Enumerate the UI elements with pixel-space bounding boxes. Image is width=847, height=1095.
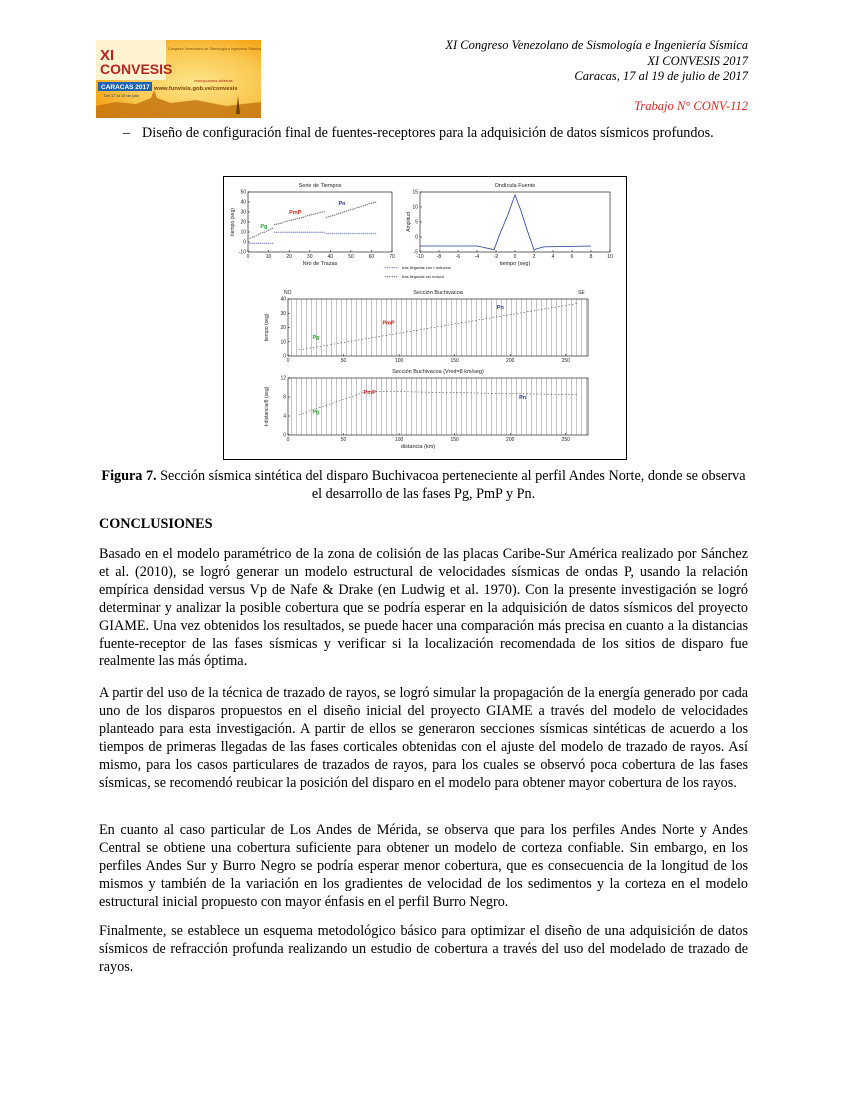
panel1-raw-marker: + (343, 209, 346, 214)
panel4-axes (288, 378, 588, 435)
panel3-x-tick-label: 150 (450, 358, 459, 364)
panel1-ylabel: tiempo (seg) (230, 208, 236, 236)
panel1-reduced-marker: + (261, 240, 264, 246)
convesis-logo (96, 40, 261, 118)
panel3-y-tick-label: 0 (283, 353, 286, 360)
panel1-reduced-marker: + (259, 240, 262, 246)
panel2-xlabel: tiempo (seg) (499, 261, 531, 267)
panel1-raw-marker: + (252, 233, 256, 239)
panel1-reduced-marker: + (341, 231, 344, 236)
panel1-raw-marker: + (337, 210, 340, 216)
panel4-arrival-curve (299, 391, 577, 414)
panel1-raw-marker: + (310, 212, 313, 218)
panel1-reduced-marker: + (250, 240, 254, 246)
panel3-label-pg: Pg (312, 334, 320, 341)
panel2-axes (420, 192, 610, 252)
panel1-label-pg: Pg (260, 224, 268, 230)
panel2-y-tick-label: 15 (412, 189, 418, 196)
panel1-reduced-marker: + (345, 231, 348, 236)
panel1-raw-marker: + (349, 207, 353, 213)
panel3-y-tick-label: 20 (280, 325, 286, 332)
panel1-reduced-marker: + (316, 229, 320, 235)
panel1-reduced-marker: + (304, 229, 307, 235)
panel1-reduced-marker: + (306, 229, 309, 235)
panel2-wavelet (420, 195, 591, 250)
panel1-reduced-marker: + (302, 229, 305, 235)
panel1-y-tick-label: 40 (240, 199, 246, 206)
panel2-ylabel: Amplitud (406, 212, 412, 232)
panel1-reduced-marker: + (279, 229, 283, 235)
panel1-reduced-marker: + (265, 240, 268, 246)
panel3-y-tick-label: 10 (280, 339, 286, 346)
panel2-x-tick-label: -8 (436, 254, 442, 260)
panel2-x-tick-label: -6 (455, 254, 461, 260)
panel1-reduced-marker: + (263, 240, 266, 246)
panel4-label-pn: Pn (519, 394, 527, 401)
panel1-raw-marker: + (364, 202, 367, 208)
bullet-dash: – (123, 125, 131, 141)
panel1-reduced-marker: + (339, 231, 342, 236)
panel1-raw-marker: + (285, 218, 289, 224)
panel1-raw-marker: + (259, 231, 262, 237)
panel1-raw-marker: + (250, 234, 254, 240)
logo-badge: CARACAS 2017 (101, 84, 150, 91)
panel2-x-tick-label: -4 (474, 254, 480, 260)
panel1-label-pmp: PmP (289, 210, 302, 216)
panel1-reduced-marker: + (294, 229, 297, 235)
panel1-y-tick-label: 0 (243, 239, 246, 246)
panel1-x-tick-label: 70 (389, 254, 395, 260)
paragraph-4: Finalmente, se establece un esquema metodológico básico para optimizar el diseño de una adquisición de datos sísmicos de refracción profunda realizando un estudio de cobertura a través del uso del modelado de trazado de rayos. (99, 923, 748, 975)
logo-dates: Del 17 al 19 de julio (104, 93, 140, 98)
panel4-y-tick-label: 0 (283, 432, 286, 439)
section-heading-conclusiones: CONCLUSIONES (99, 516, 213, 532)
panel2-y-tick-label: -5 (413, 249, 418, 256)
panel3-title: Sección Buchivacoa (413, 290, 463, 296)
panel1-raw-marker: + (300, 214, 303, 220)
panel1-raw-marker: + (362, 203, 365, 209)
paragraph-1: Basado en el modelo paramétrico de la zona de colisión de las placas Caribe-Sur América realizado por Sánchez et al. (2010), se logró generar un modelo estructural de velocidades sísmicas de ondas P, usando la relación empírica densidad versus Vp de Nafe & Drake (en Ludwig et al. 1970). Con la presente investigación se logró determinar y analizar la posible cobertura que se podría esperar en la adquisición de datos sísmicos del proyecto GIAME. Una vez obtenidos los resultados, se puede hacer una comparación más precisa en cuanto a la distancias fuente-receptor de las fases sísmicas y verificar si la localización recomendada de los sitios de disparo fue realmente las más óptima. (99, 546, 748, 670)
panel2-x-tick-label: 4 (551, 254, 555, 260)
paragraph-3: En cuanto al caso particular de Los Andes de Mérida, se observa que para los perfiles Andes Norte y Andes Central se obtiene una cobertura suficiente para obtener un modelo de corteza confiable. Sin embargo, en los perfiles Andes Sur y Burro Negro se podría esperar menor cobertura, que es consecuencia de la longitud de los mismos y también de la variación en los gradientes de velocidad de los sedimentos y la corteza en el modelo estructural inicial propuesto con mayor énfasis en el perfil Burro Negro. (99, 822, 748, 910)
panel1-reduced-marker: + (357, 231, 361, 236)
panel4-label-pg: Pg (312, 409, 320, 416)
panel1-reduced-marker: + (287, 229, 291, 235)
panel1-raw-marker: + (275, 221, 278, 227)
panel1-reduced-marker: + (374, 231, 377, 236)
conference-header (445, 38, 748, 114)
panel1-reduced-marker: + (335, 231, 338, 236)
panel1-reduced-marker: + (296, 229, 299, 235)
panel1-reduced-marker: + (372, 231, 375, 236)
panel1-reduced-marker: + (364, 231, 367, 236)
panel1-y-tick-label: 30 (240, 209, 246, 216)
panel2-x-tick-label: 10 (607, 254, 613, 260)
panel1-raw-marker: + (312, 211, 316, 217)
caption-text: Sección sísmica sintética del disparo Buchivacoa perteneciente al perfil Andes Norte, donde se observa el desarrollo de las fases Pg, PmP y Pn. (156, 468, 746, 502)
panel1-raw-marker: + (341, 209, 344, 215)
panel1-raw-marker: + (339, 210, 342, 216)
legend-marker-reduced: ++++++ (384, 265, 399, 270)
panel1-raw-marker: + (279, 220, 283, 226)
panel1-raw-marker: + (333, 212, 336, 218)
panel1-raw-marker: + (331, 212, 334, 218)
panel4-x-tick-label: 0 (286, 437, 290, 443)
panel2-x-tick-label: -10 (416, 254, 424, 260)
panel1-raw-marker: + (322, 208, 326, 214)
panel1-raw-marker: + (308, 212, 311, 218)
panel3-tag-no: NO (284, 290, 292, 296)
panel1-raw-marker: + (283, 219, 287, 225)
panel3-x-tick-label: 250 (561, 358, 570, 364)
panel1-raw-marker: + (357, 204, 361, 210)
panel1-raw-marker: + (368, 201, 371, 207)
panel2-title: Ondícula Fuente (494, 183, 536, 189)
panel3-y-tick-label: 40 (280, 296, 286, 303)
panel1-raw-marker: + (320, 209, 324, 215)
panel1-reduced-marker: + (283, 229, 287, 235)
panel1-raw-marker: + (351, 206, 355, 212)
panel1-raw-marker: + (329, 213, 332, 219)
panel3-x-tick-label: 100 (394, 358, 404, 364)
panel1-reduced-marker: + (329, 231, 332, 236)
logo-title-convesis: CONVESIS (100, 61, 173, 77)
panel3-y-tick-label: 30 (280, 310, 286, 317)
panel3-x-tick-label: 200 (506, 358, 515, 364)
panel4-x-tick-label: 200 (506, 437, 515, 443)
panel3-label-pmp: PmP (382, 320, 395, 327)
panel2-x-tick-label: 8 (589, 254, 593, 260)
panel1-reduced-marker: + (322, 229, 326, 235)
panel1-reduced-marker: + (370, 231, 373, 236)
panel2-x-tick-label: 6 (570, 254, 574, 260)
legend-entry-reduced: tras llegadas con t reducido (402, 265, 451, 270)
panel1-reduced-marker: + (318, 229, 322, 235)
panel1-raw-marker: + (255, 232, 258, 238)
legend-entry-raw: tras llegadas sin reducir (402, 274, 445, 279)
panel1-raw-marker: + (294, 216, 297, 222)
panel1-raw-marker: + (302, 214, 305, 220)
header-line-3: Caracas, 17 al 19 de julio de 2017 (574, 69, 748, 83)
panel1-raw-marker: + (261, 230, 264, 236)
panel3-x-tick-label: 0 (286, 358, 290, 364)
figure-caption (99, 467, 748, 503)
header-line-1: XI Congreso Venezolano de Sismología e Ingeniería Sísmica (445, 38, 748, 52)
panel4-y-tick-label: 4 (283, 413, 286, 420)
panel1-raw-marker: + (263, 229, 266, 235)
panel1-xlabel: Nro de Trazas (302, 261, 338, 267)
panel1-raw-marker: + (370, 200, 373, 206)
panel3-tag-se: SE (578, 290, 585, 296)
trabajo-number: Trabajo N° CONV-112 (634, 98, 748, 113)
logo-title-xi: XI (100, 47, 115, 64)
panel1-reduced-marker: + (366, 231, 369, 236)
panel1-reduced-marker: + (292, 229, 295, 235)
figure-7-graphic (224, 177, 626, 459)
panel1-y-tick-label: 10 (240, 229, 246, 236)
panel4-label-pmp: PmP (363, 390, 376, 397)
panel1-raw-marker: + (355, 205, 359, 211)
panel1-reduced-marker: + (349, 231, 353, 236)
panel2-y-tick-label: 0 (415, 234, 418, 241)
paragraph-2: A partir del uso de la técnica de trazado de rayos, se logró simular la propagación de la energía generado por cada uno de los disparos propuestos en el diseño inicial del proyecto GIAME a través del modelo de velocidades planteado para esta investigación. A partir de ellos se generaron secciones sísmicas sintéticas de acuerdo a los tiempos de primeras llegadas de las fases corticales obtenidas con el ajuste del modelo de trazado de rayos. Así mismo, para los casos particulares de trazados de rayos, para los cuales se observó poca cobertura de las fases sísmicas, se recomendó reubicar la posición del disparo en el modelo para obtener mayor cobertura de los rayos. (99, 685, 748, 791)
panel2-y-tick-label: 10 (412, 204, 418, 211)
panel1-reduced-marker: + (298, 229, 301, 235)
panel4-x-tick-label: 100 (394, 437, 404, 443)
panel1-raw-marker: + (335, 211, 338, 217)
panel1-raw-marker: + (267, 227, 270, 233)
panel1-reduced-marker: + (252, 240, 256, 246)
panel1-raw-marker: + (265, 228, 268, 234)
panel4-xlabel: distancia (km) (400, 444, 436, 450)
panel1-reduced-marker: + (337, 231, 340, 236)
panel1-reduced-marker: + (314, 229, 318, 235)
panel2-x-tick-label: 2 (532, 254, 536, 260)
panel1-raw-marker: + (327, 214, 330, 220)
panel1-x-tick-label: 0 (246, 254, 250, 260)
panel1-raw-marker: + (290, 217, 293, 223)
panel1-raw-marker: + (306, 213, 309, 219)
panel1-raw-marker: + (374, 199, 377, 205)
panel1-reduced-marker: + (362, 231, 365, 236)
panel2-x-tick-label: 0 (513, 254, 517, 260)
panel1-reduced-marker: + (269, 240, 272, 246)
panel3-x-tick-label: 50 (340, 358, 347, 364)
panel1-raw-marker: + (287, 218, 291, 224)
panel1-reduced-marker: + (327, 231, 330, 236)
panel1-raw-marker: + (316, 210, 320, 216)
panel1-raw-marker: + (366, 201, 369, 207)
panel1-raw-marker: + (248, 235, 252, 241)
panel1-reduced-marker: + (368, 231, 371, 236)
panel1-reduced-marker: + (281, 229, 285, 235)
panel1-reduced-marker: + (300, 229, 303, 235)
panel1-reduced-marker: + (312, 229, 316, 235)
panel1-reduced-marker: + (333, 231, 336, 236)
figure-7 (223, 176, 627, 460)
panel1-raw-marker: + (318, 209, 322, 215)
panel2-x-tick-label: -2 (493, 254, 499, 260)
panel1-reduced-marker: + (320, 229, 324, 235)
panel1-x-tick-label: 30 (306, 254, 313, 260)
panel3-arrival-curve (299, 304, 577, 350)
panel1-raw-marker: + (292, 217, 295, 222)
panel1-reduced-marker: + (343, 231, 346, 236)
bullet-item (123, 124, 767, 142)
panel1-raw-marker: + (257, 232, 260, 237)
panel1-reduced-marker: + (290, 229, 293, 235)
panel1-raw-marker: + (271, 225, 274, 231)
panel1-reduced-marker: + (267, 240, 270, 246)
bullet-text: Diseño de configuración final de fuentes-receptores para la adquisición de datos sísmicos profundos. (142, 125, 714, 141)
panel1-raw-marker: + (281, 219, 285, 225)
panel4-x-tick-label: 150 (450, 437, 459, 443)
panel1-raw-marker: + (345, 208, 348, 214)
panel1-y-tick-label: 50 (240, 189, 246, 196)
header-line-2: XI CONVESIS 2017 (647, 53, 748, 68)
panel1-reduced-marker: + (351, 231, 355, 236)
panel1-x-tick-label: 50 (348, 254, 354, 260)
panel1-reduced-marker: + (355, 231, 359, 236)
logo-inscripciones: Inscripciones abiertas (194, 78, 233, 83)
panel1-reduced-marker: + (347, 231, 350, 236)
panel1-raw-marker: + (347, 207, 350, 213)
panel3-axes (288, 299, 588, 356)
panel1-raw-marker: + (269, 226, 272, 232)
panel1-raw-marker: + (277, 220, 281, 226)
panel1-raw-marker: + (298, 215, 301, 221)
panel1-raw-marker: + (372, 199, 375, 205)
panel1-y-tick-label: 20 (240, 219, 246, 226)
panel1-label-pn: Pn (338, 201, 346, 207)
legend-marker-raw: ++++++ (384, 274, 399, 279)
panel4-y-tick-label: 8 (283, 394, 286, 401)
panel4-x-tick-label: 250 (561, 437, 570, 443)
panel4-x-tick-label: 50 (340, 437, 347, 443)
panel1-raw-marker: + (314, 210, 318, 216)
panel1-raw-marker: + (324, 214, 328, 220)
caption-label: Figura 7. (101, 468, 157, 484)
panel3-ylabel: tiempo (seg) (264, 313, 270, 342)
panel1-y-tick-label: -10 (238, 249, 246, 256)
panel1-reduced-marker: + (353, 231, 357, 236)
panel1-reduced-marker: + (255, 240, 258, 246)
panel1-reduced-marker: + (275, 229, 278, 235)
panel1-reduced-marker: + (277, 229, 281, 235)
panel1-raw-marker: + (359, 203, 363, 209)
panel1-reduced-marker: + (285, 229, 289, 235)
panel2-y-tick-label: 5 (415, 219, 418, 226)
panel1-raw-marker: + (296, 215, 299, 221)
panel1-x-tick-label: 40 (327, 254, 334, 260)
panel1-raw-marker: + (304, 213, 307, 219)
logo-subtitle: Congreso Venezolano de Sismología e Ingeniería Sísmica (168, 47, 261, 51)
panel1-raw-marker: + (353, 205, 357, 211)
panel1-reduced-marker: + (324, 231, 328, 236)
panel1-raw-marker: + (273, 221, 276, 227)
panel3-label-pn: Pn (496, 304, 504, 311)
panel1-reduced-marker: + (257, 240, 260, 246)
panel1-reduced-marker: + (308, 229, 311, 235)
panel1-reduced-marker: + (331, 231, 334, 236)
panel1-x-tick-label: 20 (286, 254, 292, 260)
panel4-y-tick-label: 12 (280, 375, 286, 382)
panel1-reduced-marker: + (248, 240, 252, 246)
panel1-reduced-marker: + (273, 229, 276, 235)
panel1-x-tick-label: 10 (265, 254, 272, 260)
panel4-title: Sección Buchivacoa (Vred=8 km/seg) (392, 369, 484, 375)
logo-url: www.funvisis.gob.ve/convesis (154, 86, 238, 92)
panel4-ylabel: t-distancia/8 (seg) (264, 386, 270, 427)
panel1-reduced-marker: + (271, 240, 274, 246)
panel1-x-tick-label: 60 (368, 254, 375, 260)
panel1-reduced-marker: + (359, 231, 363, 236)
panel1-title: Serie de Tiempos (298, 183, 342, 189)
panel1-reduced-marker: + (310, 229, 313, 235)
